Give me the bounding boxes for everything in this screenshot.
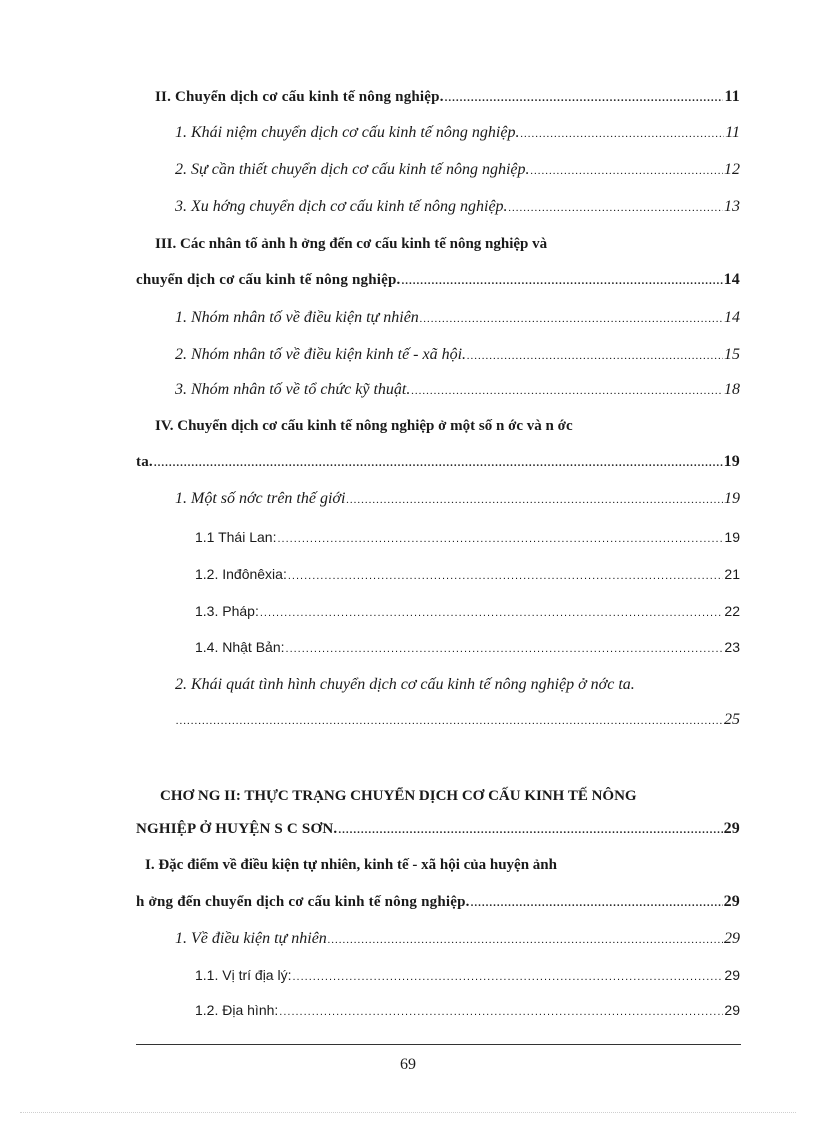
toc-heading-line: 2. Khái quát tình hình chuyển dịch cơ cấu kinh tế nông nghiệp ở nớc ta. — [175, 676, 635, 693]
leader-dots — [286, 643, 724, 655]
toc-entry-title: 1. Nhóm nhân tố về điều kiện tự nhiên — [175, 309, 419, 326]
toc-entry[interactable] — [136, 271, 740, 295]
toc-entry-title: 2. Nhóm nhân tố về điều kiện kinh tế - xã hội. — [175, 346, 467, 363]
toc-entry-page: 29 — [723, 893, 740, 910]
toc-entry-title: II. Chuyển dịch cơ cấu kinh tế nông nghiệp. — [155, 89, 444, 105]
toc-entry-title: 3. Xu hớng chuyển dịch cơ cấu kinh tế nông nghiệp. — [175, 198, 508, 215]
toc-entry-page: 19 — [724, 490, 740, 507]
toc-entry-title: 1.1 Thái Lan: — [195, 529, 277, 545]
toc-entry-title: h ởng đến chuyển dịch cơ cấu kinh tế nông nghiệp. — [136, 894, 470, 910]
toc-entry-page: 25 — [724, 711, 740, 728]
toc-entry-page: 19 — [723, 453, 740, 470]
leader-dots — [445, 92, 724, 104]
toc-entry-page: 12 — [724, 161, 740, 178]
toc-entry-page: 21 — [724, 566, 740, 582]
toc-entry[interactable] — [195, 639, 740, 663]
toc-entry[interactable] — [175, 309, 740, 333]
leader-dots — [520, 128, 724, 140]
toc-entry[interactable] — [175, 490, 740, 514]
leader-dots — [471, 897, 723, 909]
page-edge-divider — [20, 1112, 796, 1113]
toc-entry[interactable] — [175, 711, 740, 735]
toc-entry[interactable] — [195, 566, 740, 590]
toc-entry[interactable] — [195, 967, 740, 991]
leader-dots — [328, 934, 723, 946]
toc-entry-page: 29 — [723, 820, 740, 837]
toc-entry-page: 29 — [724, 930, 740, 947]
toc-entry-title: 3. Nhóm nhân tố về tổ chức kỹ thuật. — [175, 381, 411, 398]
toc-entry-title: NGHIỆP Ở HUYỆN S C SƠN. — [136, 821, 338, 837]
toc-heading-line: III. Các nhân tố ảnh h ởng đến cơ cấu kinh tế nông nghiệp và — [155, 236, 548, 252]
toc-entry-page: 15 — [724, 346, 740, 363]
toc-entry-page: 18 — [724, 381, 740, 398]
toc-entry-page: 14 — [723, 271, 740, 288]
toc-entry[interactable] — [136, 453, 740, 477]
toc-entry-title: chuyển dịch cơ cấu kinh tế nông nghiệp. — [136, 272, 401, 288]
leader-dots — [346, 494, 723, 506]
chapter-heading-line: CHƠ NG II: THỰC TRẠNG CHUYỂN DỊCH CƠ CẤU KINH TẾ NÔNG — [160, 788, 637, 804]
leader-dots — [338, 824, 722, 836]
toc-entry-page: 13 — [724, 198, 740, 215]
footer-divider — [136, 1044, 741, 1045]
toc-entry[interactable] — [175, 198, 740, 222]
toc-entry[interactable] — [175, 161, 740, 185]
toc-entry[interactable] — [136, 893, 740, 917]
toc-entry-title: 1.4. Nhật Bản: — [195, 639, 285, 655]
toc-entry[interactable] — [175, 346, 740, 370]
toc-entry-page: 29 — [724, 967, 740, 983]
leader-dots — [531, 165, 724, 177]
toc-entry[interactable] — [175, 381, 740, 405]
toc-entry-title: 1.3. Pháp: — [195, 603, 259, 619]
toc-entry-page: 19 — [724, 529, 740, 545]
leader-dots — [467, 350, 723, 362]
page-number: 69 — [400, 1056, 416, 1073]
toc-entry[interactable] — [175, 930, 740, 954]
leader-dots — [154, 457, 723, 469]
leader-dots — [402, 275, 723, 287]
toc-entry[interactable] — [195, 1002, 740, 1026]
toc-entry-title: 1.2. Inđônêxia: — [195, 566, 287, 582]
toc-entry-title: 1.2. Địa hình: — [195, 1002, 279, 1018]
toc-entry-page: 23 — [724, 639, 740, 655]
toc-entry[interactable] — [195, 603, 740, 627]
toc-entry[interactable] — [136, 820, 740, 844]
leader-dots — [292, 971, 723, 983]
toc-entry-page: 22 — [724, 603, 740, 619]
leader-dots — [176, 715, 723, 727]
leader-dots — [277, 533, 723, 545]
toc-entry-page: 11 — [724, 88, 740, 105]
toc-entry[interactable] — [155, 88, 740, 112]
toc-heading-line: IV. Chuyển dịch cơ cấu kinh tế nông nghiệp ở một số n ớc và n ớc — [155, 418, 573, 434]
leader-dots — [411, 385, 723, 397]
toc-entry-page: 11 — [725, 124, 740, 141]
toc-entry[interactable] — [175, 124, 740, 148]
toc-heading-line: I. Đặc điểm về điều kiện tự nhiên, kinh tế - xã hội của huyện ảnh — [145, 857, 557, 873]
leader-dots — [288, 570, 724, 582]
toc-entry-page: 14 — [724, 309, 740, 326]
toc-entry-title: 1.1. Vị trí địa lý: — [195, 967, 292, 983]
toc-entry-page: 29 — [724, 1002, 740, 1018]
toc-entry-title: ta. — [136, 454, 153, 470]
toc-entry-title: 1. Về điều kiện tự nhiên — [175, 930, 327, 947]
leader-dots — [279, 1006, 723, 1018]
leader-dots — [420, 313, 723, 325]
leader-dots — [260, 607, 724, 619]
toc-entry-title: 1. Một số nớc trên thế giới — [175, 490, 346, 507]
toc-entry-title: 1. Khái niệm chuyển dịch cơ cấu kinh tế nông nghiệp. — [175, 124, 520, 141]
toc-entry[interactable] — [195, 529, 740, 553]
leader-dots — [509, 202, 723, 214]
toc-entry-title: 2. Sự cần thiết chuyển dịch cơ cấu kinh tế nông nghiệp. — [175, 161, 530, 178]
